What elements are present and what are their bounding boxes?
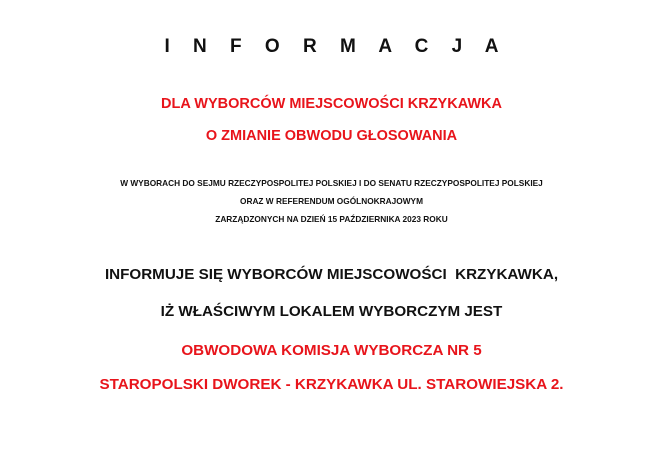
announcement-line-2: IŻ WŁAŚCIWYM LOKALEM WYBORCZYM JEST bbox=[160, 303, 503, 320]
polling-station-name: OBWODOWA KOMISJA WYBORCZA NR 5 bbox=[181, 342, 482, 359]
context-line-1: W WYBORACH DO SEJMU RZECZYPOSPOLITEJ POLSKIEJ I DO SENATU RZECZYPOSPOLITEJ POLSKIEJ bbox=[120, 178, 543, 188]
subtitle-line-2: O ZMIANIE OBWODU GŁOSOWANIA bbox=[205, 128, 458, 144]
announcement-line-1: INFORMUJE SIĘ WYBORCÓW MIEJSCOWOŚCI KRZYKAWKA, bbox=[104, 266, 559, 283]
subtitle-line-1: DLA WYBORCÓW MIEJSCOWOŚCI KRZYKAWKA bbox=[160, 96, 502, 112]
context-line-3: ZARZĄDZONYCH NA DZIEŃ 15 PAŹDZIERNIKA 2023 ROKU bbox=[215, 214, 448, 224]
polling-station-address: STAROPOLSKI DWOREK - KRZYKAWKA UL. STAROWIEJSKA 2. bbox=[99, 376, 564, 393]
context-line-2: ORAZ W REFERENDUM OGÓLNOKRAJOWYM bbox=[240, 196, 423, 206]
document-title: I N F O R M A C J A bbox=[164, 36, 508, 57]
